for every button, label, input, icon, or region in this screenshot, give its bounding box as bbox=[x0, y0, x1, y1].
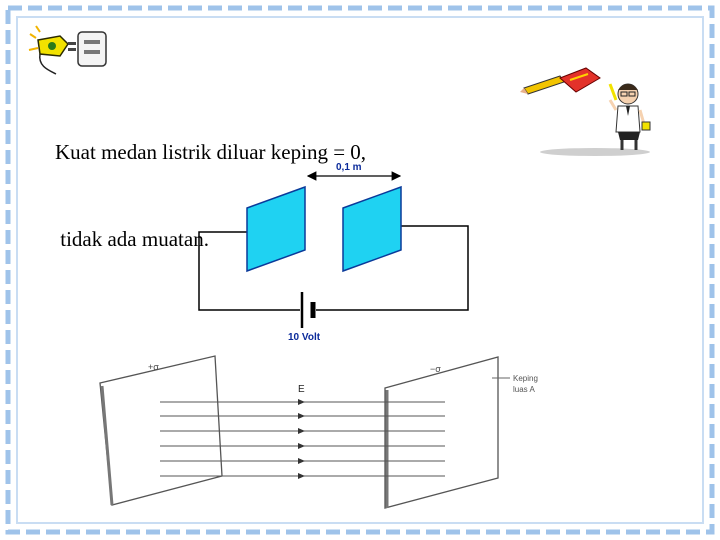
left-capacitor-plate bbox=[247, 187, 305, 271]
battery-icon bbox=[302, 292, 313, 328]
right-capacitor-plate bbox=[343, 187, 401, 271]
text-line-1: Kuat medan listrik diluar keping = 0, bbox=[55, 140, 367, 164]
plate-area-label: luas A bbox=[513, 385, 535, 394]
battery-label: 10 Volt bbox=[288, 332, 321, 343]
text-line-2: tidak ada muatan. bbox=[55, 227, 209, 251]
gap-label: 0,1 m bbox=[336, 162, 362, 173]
right-field-plate bbox=[385, 357, 498, 508]
field-arrows bbox=[298, 399, 305, 479]
electric-field-diagram bbox=[100, 356, 538, 508]
capacitor-circuit bbox=[199, 162, 468, 343]
field-label: E bbox=[298, 384, 305, 395]
right-plate-charge-label: −σ bbox=[430, 364, 441, 374]
plate-label: Keping bbox=[513, 374, 538, 383]
left-plate-charge-label: +σ bbox=[148, 362, 159, 372]
